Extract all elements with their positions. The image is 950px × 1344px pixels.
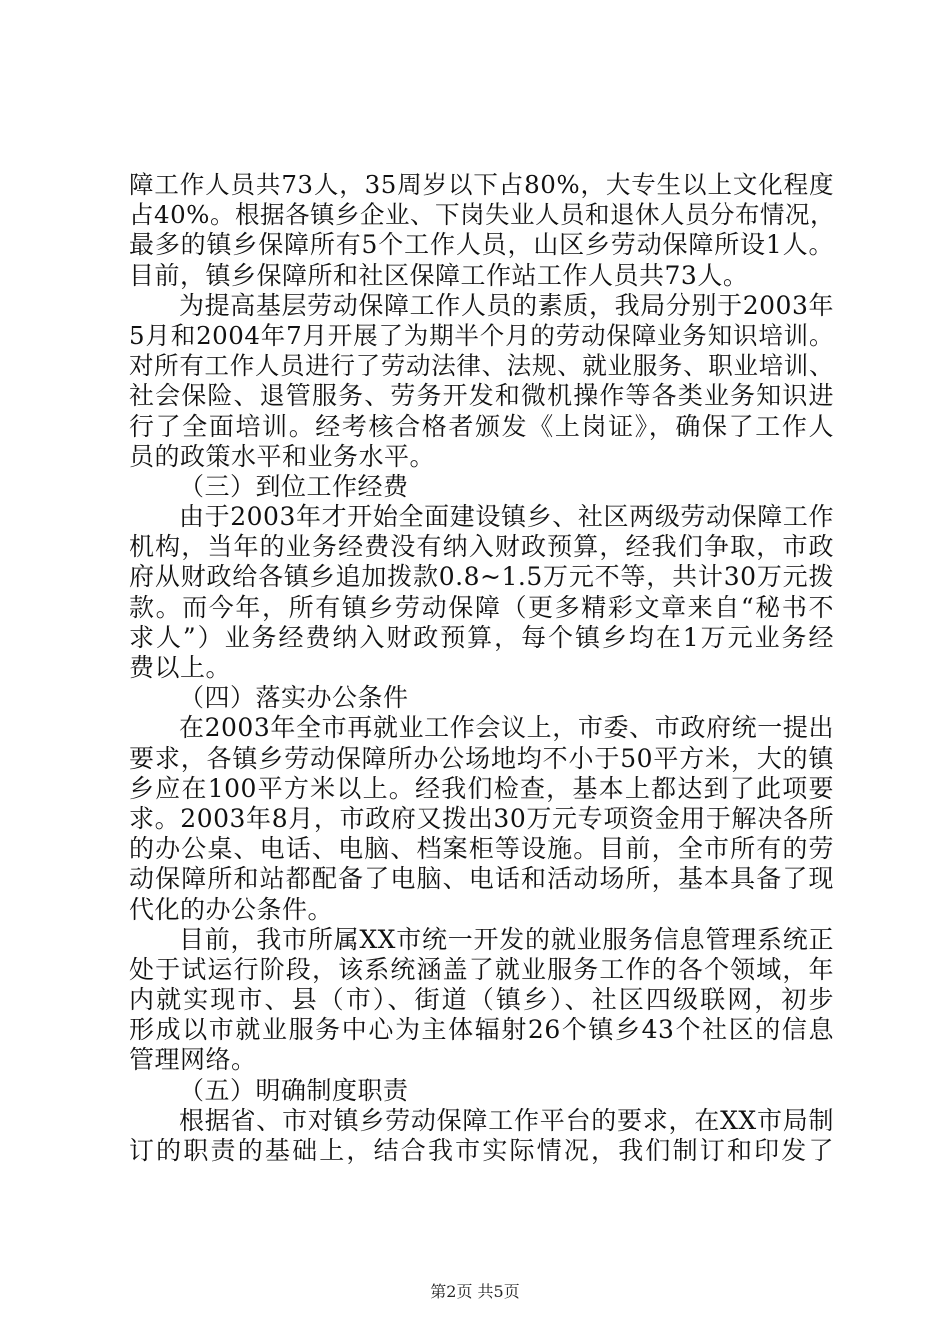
text-line: 求。2003年8月，市政府又拨出30万元专项资金用于解决各所 xyxy=(129,803,834,833)
text-line: 款。而今年，所有镇乡劳动保障（更多精彩文章来自“秘书不 xyxy=(129,592,834,622)
text-line: 5月和2004年7月开展了为期半个月的劳动保障业务知识培训。 xyxy=(129,320,834,350)
text-line: 根据省、市对镇乡劳动保障工作平台的要求，在XX市局制 xyxy=(179,1105,834,1135)
text-line: 内就实现市、县（市）、街道（镇乡）、社区四级联网，初步 xyxy=(129,985,834,1015)
text-line: 乡应在100平方米以上。经我们检查，基本上都达到了此项要 xyxy=(129,773,834,803)
text-line: 占40%。根据各镇乡企业、下岗失业人员和退休人员分布情况， xyxy=(129,200,835,230)
text-line: 机构，当年的业务经费没有纳入财政预算，经我们争取，市政 xyxy=(129,532,834,562)
text-line: 求人”）业务经费纳入财政预算，每个镇乡均在1万元业务经 xyxy=(129,622,834,652)
text-line: 动保障所和站都配备了电脑、电话和活动场所，基本具备了现 xyxy=(129,864,834,894)
text-line: 在2003年全市再就业工作会议上，市委、市政府统一提出 xyxy=(179,713,834,743)
page-footer: 第2页 共5页 xyxy=(430,1282,520,1301)
section-heading: （三）到位工作经费 xyxy=(179,471,409,501)
text-line: 障工作人员共73人，35周岁以下占80%，大专生以上文化程度 xyxy=(129,170,834,199)
section-heading: （四）落实办公条件 xyxy=(179,683,409,713)
text-line: 员的政策水平和业务水平。 xyxy=(129,441,436,471)
text-line: 目前，镇乡保障所和社区保障工作站工作人员共73人。 xyxy=(129,260,749,290)
text-line: 的办公桌、电话、电脑、档案柜等设施。目前，全市所有的劳 xyxy=(129,834,834,864)
section-heading: （五）明确制度职责 xyxy=(179,1075,409,1105)
text-line: 最多的镇乡保障所有5个工作人员，山区乡劳动保障所设1人。 xyxy=(129,230,834,260)
text-line: 要求，各镇乡劳动保障所办公场地均不小于50平方米，大的镇 xyxy=(129,743,834,773)
text-line: 行了全面培训。经考核合格者颁发《上岗证》，确保了工作人 xyxy=(129,411,834,441)
text-line: 对所有工作人员进行了劳动法律、法规、就业服务、职业培训、 xyxy=(129,351,834,381)
text-line: 费以上。 xyxy=(129,653,232,682)
text-line: 处于试运行阶段，该系统涵盖了就业服务工作的各个领域，年 xyxy=(129,954,834,984)
text-line: 由于2003年才开始全面建设镇乡、社区两级劳动保障工作 xyxy=(179,502,834,532)
text-line: 形成以市就业服务中心为主体辐射26个镇乡43个社区的信息 xyxy=(129,1015,834,1045)
text-line: 为提高基层劳动保障工作人员的素质，我局分别于2003年 xyxy=(179,290,834,320)
text-line: 代化的办公条件。 xyxy=(129,894,334,924)
text-line: 府从财政给各镇乡追加拨款0.8~1.5万元不等，共计30万元拨 xyxy=(129,562,834,592)
text-line: 管理网络。 xyxy=(129,1045,257,1075)
text-line: 订的职责的基础上，结合我市实际情况，我们制订和印发了 xyxy=(129,1136,834,1165)
document-body xyxy=(129,170,834,1166)
text-line: 目前，我市所属XX市统一开发的就业服务信息管理系统正 xyxy=(179,924,834,954)
text-line: 社会保险、退管服务、劳务开发和微机操作等各类业务知识进 xyxy=(129,381,834,411)
